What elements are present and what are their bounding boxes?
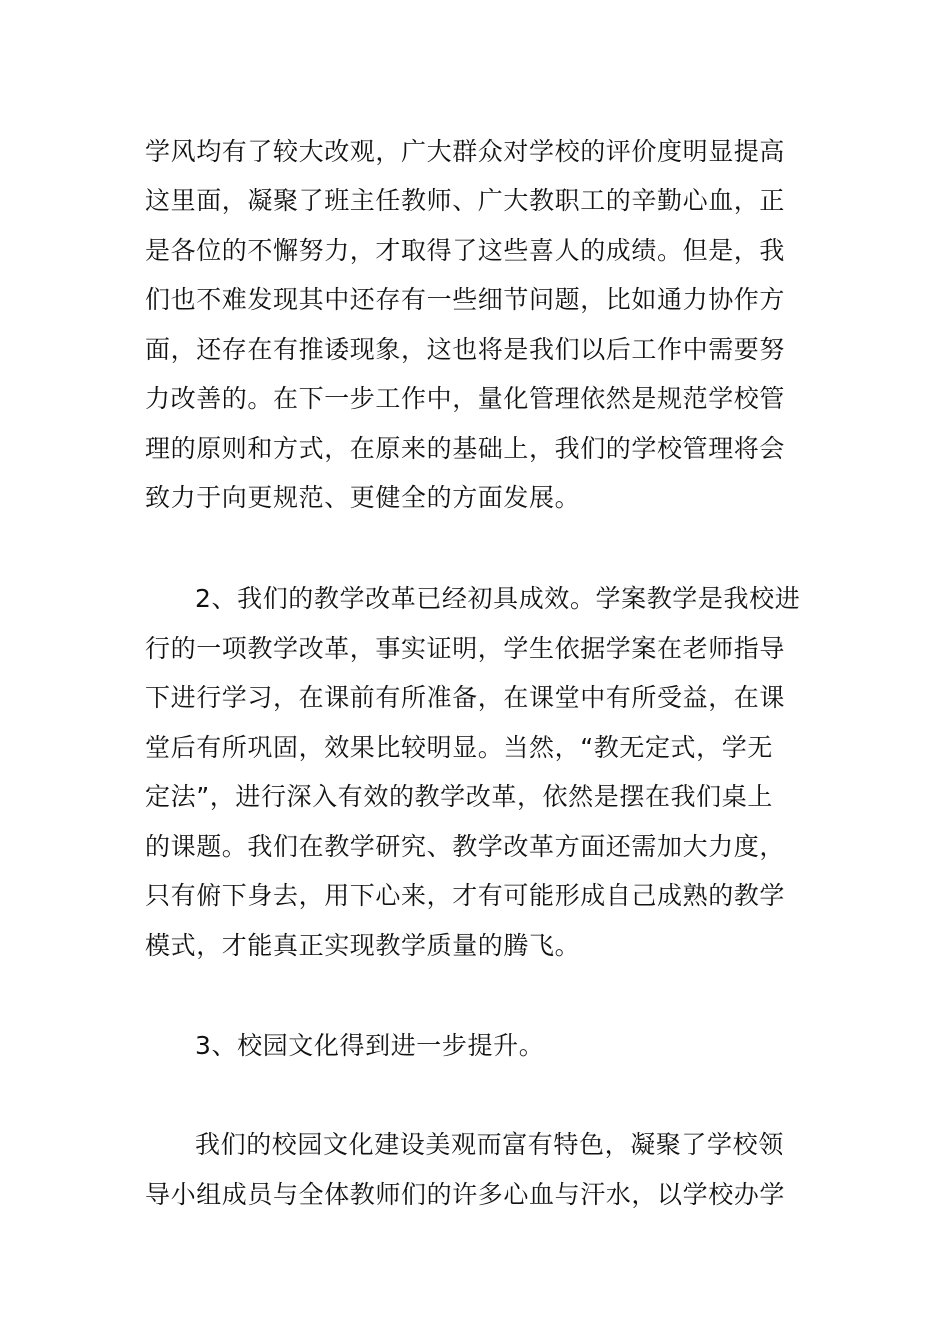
- text-line: 是各位的不懈努力，才取得了这些喜人的成绩。但是，我: [145, 236, 786, 265]
- text-line: 们也不难发现其中还存有一些细节问题，比如通力协作方: [145, 285, 786, 314]
- text-line: 只有俯下身去，用下心来，才有可能形成自己成熟的教学: [145, 881, 786, 910]
- text-line: 2、我们的教学改革已经初具成效。学案教学是我校进: [195, 584, 801, 613]
- text-line: 导小组成员与全体教师们的许多心血与汗水，以学校办学: [145, 1180, 786, 1209]
- text-line: 的课题。我们在教学研究、教学改革方面还需加大力度，: [145, 832, 786, 861]
- text-line: 这里面，凝聚了班主任教师、广大教职工的辛勤心血，正: [145, 186, 786, 215]
- text-line: 面，还存在有推诿现象，这也将是我们以后工作中需要努: [145, 335, 786, 364]
- text-line: 行的一项教学改革，事实证明，学生依据学案在老师指导: [145, 634, 786, 663]
- text-line: 堂后有所巩固，效果比较明显。当然，“教无定式，学无: [145, 733, 773, 762]
- text-line: 致力于向更规范、更健全的方面发展。: [145, 483, 581, 512]
- text-line: 力改善的。在下一步工作中，量化管理依然是规范学校管: [145, 384, 786, 413]
- text-line: 理的原则和方式，在原来的基础上，我们的学校管理将会: [145, 434, 786, 463]
- text-line: 学风均有了较大改观，广大群众对学校的评价度明显提高: [145, 137, 786, 166]
- text-line: 模式，才能真正实现教学质量的腾飞。: [145, 931, 581, 960]
- text-line: 我们的校园文化建设美观而富有特色，凝聚了学校领: [195, 1130, 784, 1159]
- heading-line: 3、校园文化得到进一步提升。: [195, 1031, 545, 1060]
- text-line: 下进行学习，在课前有所准备，在课堂中有所受益，在课: [145, 683, 786, 712]
- text-line: 定法”，进行深入有效的教学改革，依然是摆在我们桌上: [145, 782, 773, 811]
